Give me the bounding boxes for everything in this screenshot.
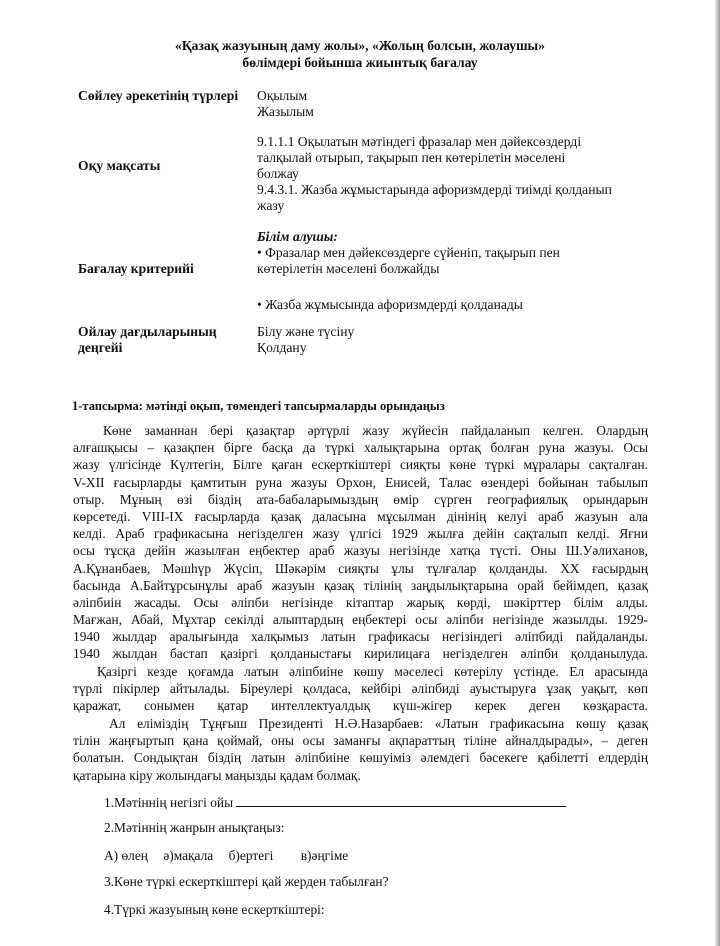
thinking-level-application: Қолдану — [257, 340, 307, 355]
question-2-options — [104, 848, 360, 864]
document-title-line-1: «Қазақ жазуының даму жолы», «Жолың болсын, жолаушы» — [175, 38, 545, 53]
paragraph-line: келді. Араб графикасына негізделген жазу үлгісі 1929 жылға дейін сақталып келді. Яғни — [73, 526, 648, 542]
learning-goal-values — [257, 134, 657, 214]
criteria-item-1: • Фразалар мен дәйексөздерге сүйеніп, тақырып пен — [257, 245, 560, 260]
paragraph-line: осы тұсқа дейін жазылған еңбектер араб жазуы негізінде хатқа түсті. Оны Ш.Уәлиханов, — [73, 543, 648, 559]
thinking-level-values — [257, 324, 657, 356]
criteria-intro: Білім алушы: — [257, 229, 338, 244]
paragraph-line: көрсетеді. VIII-IX ғасырларда қазақ даласына мұсылман дінінің келуі араб жазуын ала — [73, 508, 648, 524]
question-1-text: 1.Мәтіннің негізгі ойы — [104, 795, 234, 810]
paragraph-line: отыр. Мұның өзі біздің ата-бабаларымыздың өмір сүрген географиялық орындарын — [73, 491, 648, 507]
criteria-values — [257, 229, 657, 277]
option-v[interactable]: в)әңгіме — [300, 848, 349, 863]
criteria-item-2: • Жазба жұмысында афоризмдерді қолданады — [257, 297, 523, 312]
paragraph-line: А.Құнанбаев, Мәшһүр Жүсіп, Шәкәрім сияқты ұлы тұлғалар қолданды. ХХ ғасырдың — [73, 560, 648, 576]
paragraph-line: 1940 жылдан бастап қазіргі қолданыстағы кирилицаға негізделген әліпби қолданылуда. — [73, 646, 648, 662]
learning-goal-line: 9.4.3.1. Жазба жұмыстарында афоризмдерді тиімді қолданып — [257, 182, 612, 197]
task-paragraph-3 — [73, 715, 648, 784]
paragraph-line: 1940 жылдар аралығында халқымыз латын графикасы негізіндегі әліпбиді пайдаланды. — [73, 629, 648, 645]
paragraph-line: Көне заманнан бері қазақтар әртүрлі жазу жүйесін пайдаланып келген. Олардың — [103, 423, 648, 438]
paragraph-line: Ал еліміздің Тұңғыш Президенті Н.Ә.Назарбаев: «Латын графикасына көшу қазақ — [109, 716, 648, 731]
option-ae[interactable]: ә)мақала — [163, 848, 214, 863]
speech-types-label: Сөйлеу әрекетінің түрлері — [78, 88, 239, 103]
thinking-level-label: Ойлау дағдыларының деңгейі — [78, 324, 217, 355]
criteria-label: Бағалау критерийі — [78, 261, 194, 276]
question-4: 4.Түркі жазуының көне ескерткіштері: — [104, 902, 325, 917]
task-paragraph-1 — [73, 422, 648, 663]
learning-goal-line: талқылай отырып, тақырып пен көтерілетін мәселені — [257, 150, 566, 165]
learning-goal-line: жазу — [257, 198, 285, 213]
question-2: 2.Мәтіннің жанрын анықтаңыз: — [104, 820, 285, 835]
answer-line[interactable] — [236, 794, 566, 807]
document-title-line-2: бөлімдері бойынша жиынтық бағалау — [242, 55, 478, 70]
speech-type-reading: Оқылым — [257, 88, 308, 103]
paragraph-line: тілін жаңғыртып қана қоймай, оны осы заманғы ақпараттың тіліне айналдырады», – деген — [73, 733, 648, 749]
question-3: 3.Көне түркі ескерткіштері қай жерден табылған? — [104, 874, 389, 889]
paragraph-line: V-XII ғасырларды қамтитын руна жазуы Орхон, Енисей, Талас өзендері бойынан табылып — [73, 474, 648, 490]
paragraph-line: Қазіргі кезде қоғамда латын әліпбиіне көшу мәселесі көтерілу үстінде. Ел арасында — [97, 664, 648, 679]
learning-goal-line: 9.1.1.1 Оқылатын мәтіндегі фразалар мен дәйексөздерді — [257, 134, 582, 149]
paragraph-line: қаражат, сонымен қатар интеллектуалдық күш-жігер керек деген көзқараста. — [73, 698, 648, 714]
paragraph-line: түрлі пікірлер айтылады. Біреулері қолдаса, кейбірі әліпбиді ауыстыруға ұзақ уақыт, көп — [73, 681, 648, 697]
paragraph-line: басында А.Байтұрсынұлы араб жазуын қазақ тілінің заңдылықтарына орай бейімдеп, қазақ — [73, 577, 648, 593]
task-paragraph-2 — [73, 663, 648, 715]
speech-type-writing: Жазылым — [257, 104, 314, 119]
learning-goal-line: болжау — [257, 166, 299, 181]
task-heading: 1-тапсырма: мәтінді оқып, төмендегі тапсырмаларды орындаңыз — [72, 399, 445, 413]
learning-goal-label: Оқу мақсаты — [78, 158, 161, 173]
paragraph-line: Мағжан, Абай, Мұхтар секілді алыптардың еңбектері осы әліпби негізінде жазылды. 1929- — [73, 612, 648, 628]
paragraph-line: әліпбиін жасады. Осы әліпби негізінде кітаптар жарық көрді, шәкірттер білім алды. — [73, 594, 648, 610]
speech-types-values — [257, 88, 657, 120]
paragraph-line: болатын. Сондықтан біздің латын әліпбиіне көшуіміз әлемдегі бәсекеге қабілетті елдердің — [73, 750, 648, 766]
question-1 — [104, 794, 566, 811]
option-a[interactable]: А) өлең — [104, 848, 148, 863]
paragraph-line: жазу үлгісінде Күлтегін, Білге қаған ескерткіштері сияқты көне түркі мұралары сақталған. — [73, 457, 648, 473]
paragraph-line: қатарына кіру жолындағы маңызды қадам болмақ. — [73, 767, 361, 783]
paragraph-line: алғашқысы – қазақпен бірге басқа да түркі халықтарына ортақ болған руна жазуы. Осы — [73, 440, 648, 456]
thinking-level-knowledge: Білу және түсіну — [257, 324, 355, 339]
criteria-item-1-cont: көтерілетін мәселені болжайды — [257, 261, 440, 276]
option-b[interactable]: б)ертегі — [228, 848, 274, 863]
page-edge-shadow — [714, 0, 720, 946]
